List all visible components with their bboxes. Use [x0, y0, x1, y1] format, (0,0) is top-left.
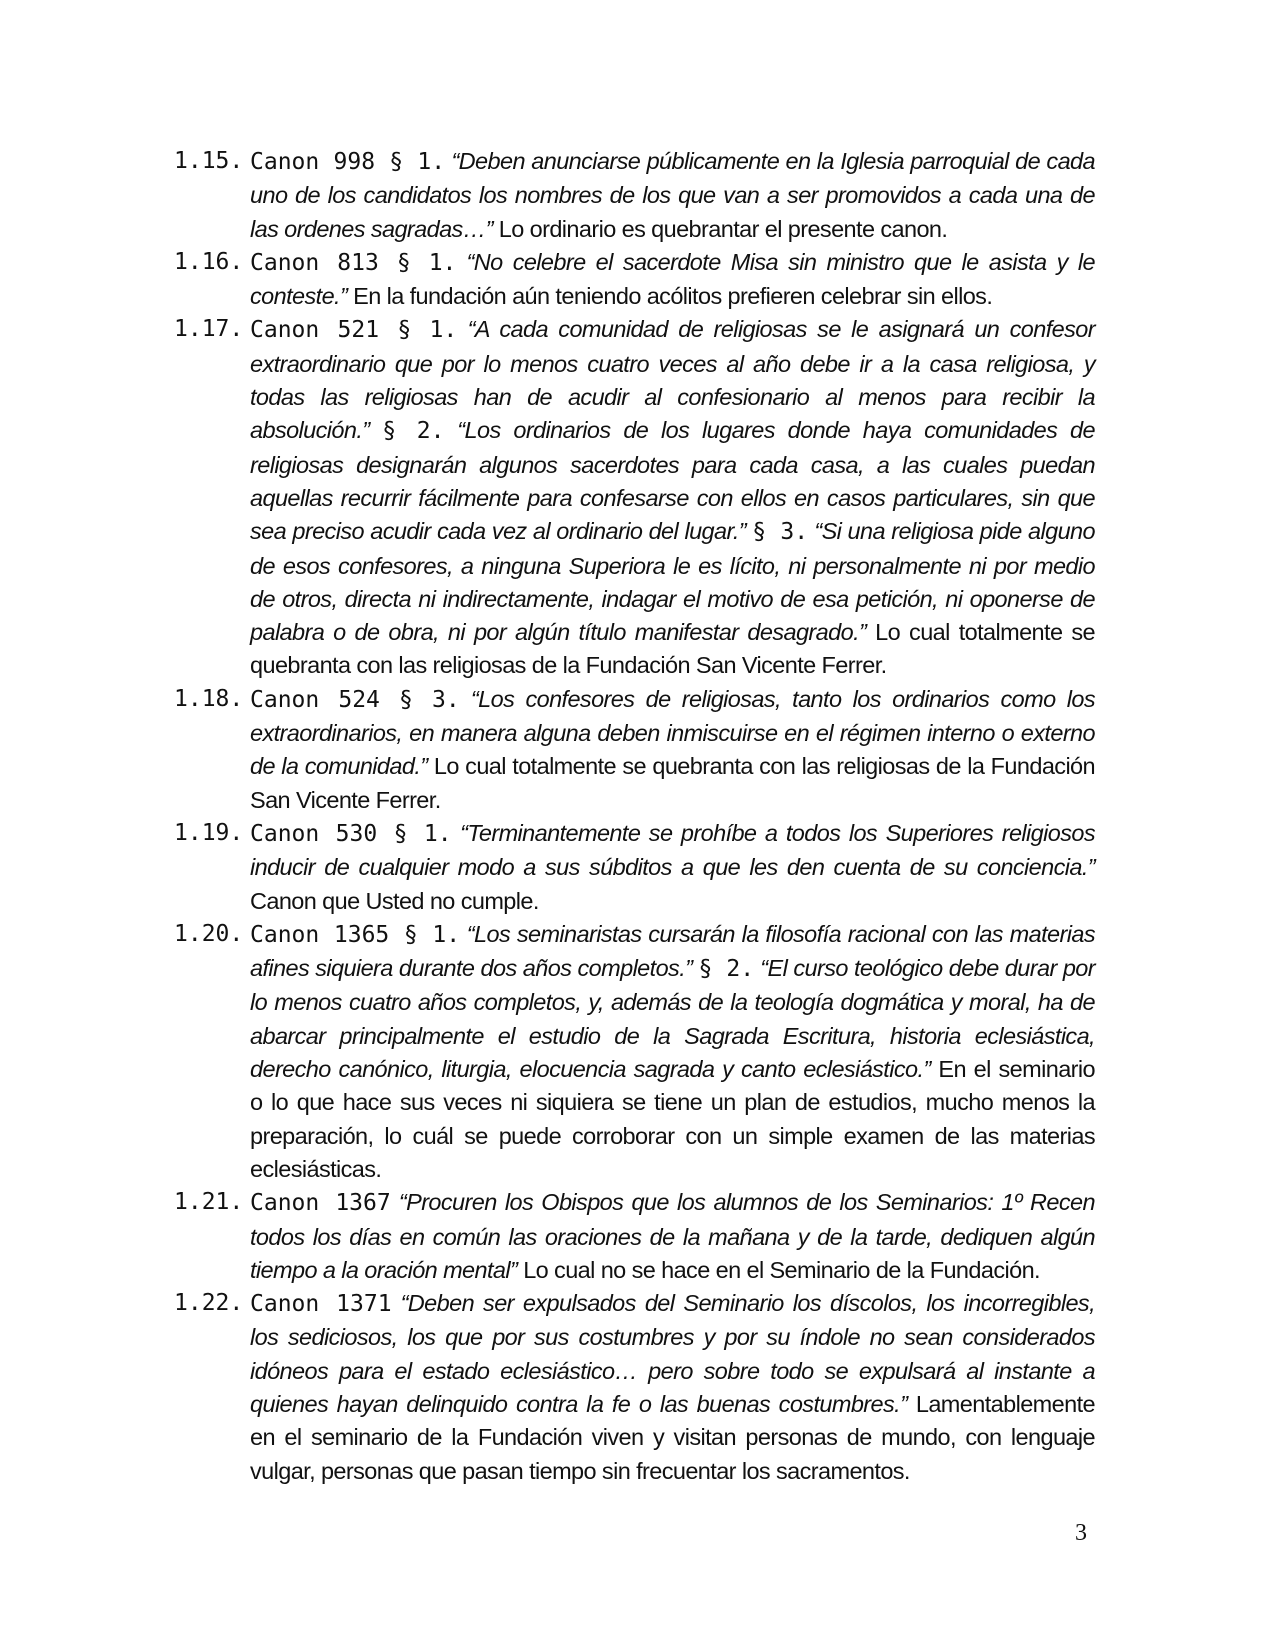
item-number: 1.22.: [174, 1290, 244, 1317]
canon-quote: “Los ordinarios de los lugares donde haya comunidades de religiosas designarán algunos sacerdotes para cada casa, a las cuales puedan aquellas recurrir fácilmente para confesarse con ellos en casos particulares, sin que sea preciso acudir cada vez al ordinario del lugar.”: [250, 417, 1095, 545]
item-1-21: [174, 1186, 1095, 1287]
item-1-22: [174, 1287, 1095, 1488]
canon-quote: “No celebre el sacerdote Misa sin ministro que le asista y le conteste.”: [250, 248, 1095, 310]
canon-quote: “Los seminaristas cursarán la filosofía racional con las materias afines siquiera durante dos años completos.”: [250, 920, 1095, 982]
commentary: Lamentablemente en el seminario de la Fundación viven y visitan personas de mundo, con lenguaje vulgar, personas que pasan tiempo sin frecuentar los sacramentos.: [250, 1390, 1095, 1484]
canon-quote: “Deben ser expulsados del Seminario los díscolos, los incorregibles, los sediciosos, los que por sus costumbres y por su índole no sean considerados idóneos para el estado eclesiástico… pero sobre todo se expulsará al instante a quienes hayan delinquido contra la fe o las buenas costumbres.”: [250, 1290, 1095, 1417]
item-number: 1.20.: [174, 920, 244, 947]
canon-reference: Canon 813 § 1.: [250, 249, 457, 276]
item-number: 1.21.: [174, 1189, 244, 1216]
document-body: [174, 145, 1095, 1488]
canon-reference: Canon 524 § 3.: [250, 686, 460, 713]
commentary: En la fundación aún teniendo acólitos prefieren celebrar sin ellos.: [353, 283, 993, 310]
item-1-19: [174, 817, 1095, 918]
item-1-16: [174, 246, 1095, 314]
commentary: Lo cual totalmente se quebranta con las religiosas de la Fundación San Vicente Ferrer.: [250, 619, 1095, 679]
page-number: 3: [1075, 1520, 1087, 1546]
canon-quote: “Si una religiosa pide alguno de esos confesores, a ninguna Superiora le es lícito, ni personalmente ni por medio de otros, directa ni indirectamente, indagar el motivo de esa petición, ni oponerse de palabra o de obra, ni por algún título manifestar desagrado.”: [250, 518, 1095, 646]
canon-reference: Canon 1371: [250, 1291, 392, 1318]
canon-reference: Canon 521 § 1.: [250, 317, 458, 344]
item-number: 1.15.: [174, 148, 244, 174]
section-mark: § 2.: [382, 418, 445, 445]
canon-quote: “Deben anunciarse públicamente en la Iglesia parroquial de cada uno de los candidatos los nombres de los que van a ser promovidos a cada una de las ordenes sagradas…”: [250, 148, 1095, 242]
canon-reference: Canon 1367: [250, 1190, 391, 1217]
canon-quote: “Los confesores de religiosas, tanto los ordinarios como los extraordinarios, en manera alguna deben inmiscuirse en el régimen interno o externo de la comunidad.”: [250, 685, 1095, 780]
commentary: Lo cual totalmente se quebranta con las religiosas de la Fundación San Vicente Ferrer.: [250, 753, 1096, 813]
canon-quote: “Procuren los Obispos que los alumnos de los Seminarios: 1º Recen todos los días en común las oraciones de la mañana y de la tarde, dediquen algún tiempo a la oración mental”: [250, 1189, 1095, 1283]
canon-quote: “Terminantemente se prohíbe a todos los Superiores religiosos inducir de cualquier modo a sus súbditos a que les den cuenta de su conciencia.”: [250, 819, 1095, 881]
canon-quote: “El curso teológico debe durar por lo menos cuatro años completos, y, además de la teología dogmática y moral, ha de abarcar principalmente el estudio de la Sagrada Escritura, historia eclesiástica, derecho canónico, liturgia, elocuencia sagrada y canto eclesiástico.”: [250, 955, 1095, 1083]
item-1-15: [174, 145, 1095, 246]
canon-reference: Canon 1365 § 1.: [250, 921, 461, 948]
item-number: 1.16.: [174, 248, 244, 275]
commentary: Lo ordinario es quebrantar el presente canon.: [498, 215, 948, 242]
item-1-20: [174, 918, 1095, 1186]
item-number: 1.18.: [174, 685, 244, 712]
canon-quote: “A cada comunidad de religiosas se le asignará un confesor extraordinario que por lo menos cuatro veces al año debe ir a la casa religiosa, y todas las religiosas han de acudir al confesionario al menos para recibir la absolución.”: [250, 316, 1095, 444]
item-1-17: [174, 313, 1095, 682]
item-1-18: [174, 683, 1095, 817]
commentary: En el seminario o lo que hace sus veces ni siquiera se tiene un plan de estudios, mucho menos la preparación, lo cuál se puede corroborar con un simple examen de las materias eclesiásticas.: [250, 1056, 1095, 1182]
item-number: 1.19.: [174, 819, 244, 846]
commentary: Canon que Usted no cumple.: [250, 887, 539, 914]
section-mark: § 2.: [698, 956, 755, 983]
canon-reference: Canon 998 § 1.: [250, 149, 446, 175]
commentary: Lo cual no se hace en el Seminario de la Fundación.: [523, 1256, 1040, 1283]
item-number: 1.17.: [174, 316, 244, 343]
canon-reference: Canon 530 § 1.: [250, 820, 452, 847]
section-mark: § 3.: [752, 519, 809, 546]
